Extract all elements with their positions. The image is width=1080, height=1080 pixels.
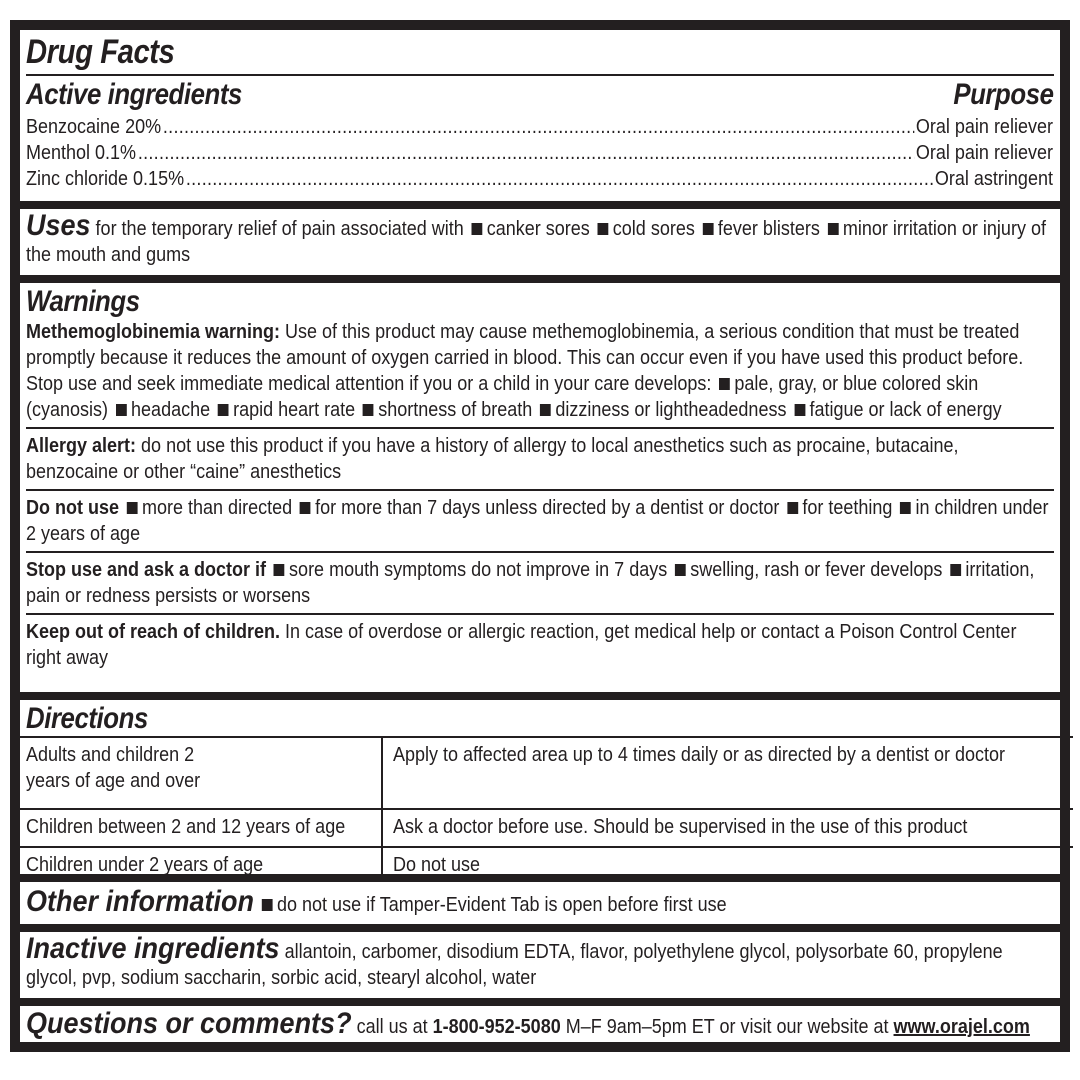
uses-heading: Uses	[26, 209, 91, 242]
drug-facts-title: Drug Facts	[26, 33, 175, 71]
website-link[interactable]: www.orajel.com	[893, 1016, 1030, 1038]
questions-section: Questions or comments? call us at 1-800-952-5080 M–F 9am–5pm ET or visit our website at www.orajel.com	[20, 1006, 1060, 1042]
phone-number[interactable]: 1-800-952-5080	[432, 1016, 561, 1038]
table-row: Children under 2 years of age Do not use	[20, 847, 1073, 884]
active-ingredients-section	[20, 30, 1060, 201]
table-row: Children between 2 and 12 years of age Ask a doctor before use. Should be supervised in the use of this product	[20, 809, 1073, 847]
do-not-use: Do not use more than directed for more than 7 days unless directed by a dentist or doctor for teething in children under 2 years of age	[26, 497, 1049, 545]
directions-heading: Directions	[26, 702, 148, 735]
table-row: Adults and children 2 years of age and over Apply to affected area up to 4 times daily or as directed by a dentist or doctor	[20, 737, 1073, 809]
warnings-section	[20, 283, 1060, 692]
purpose-heading: Purpose	[953, 78, 1054, 111]
other-information-heading: Other information	[26, 885, 255, 918]
drug-facts-panel	[10, 20, 1070, 1052]
stop-use: Stop use and ask a doctor if sore mouth symptoms do not improve in 7 days swelling, rash or fever develops irritation, pain or redness persists or worsens	[26, 559, 1035, 607]
methemoglobinemia-warning: Methemoglobinemia warning: Use of this product may cause methemoglobinemia, a serious condition that must be treated promptly because it reduces the amount of oxygen carried in blood. This can occur even if you have used this product before. Stop use and seek immediate medical attention if you or a child in your care develops: pale, gray, or blue colored skin (cyanosis) headache rapid heart rate shortness of breath dizziness or lightheadedness fatigue or lack of energy	[26, 321, 1024, 421]
warnings-heading: Warnings	[26, 285, 140, 318]
keep-out-of-reach: Keep out of reach of children. In case of overdose or allergic reaction, get medical help or contact a Poison Control Center right away	[26, 621, 1017, 669]
directions-section	[20, 700, 1060, 874]
active-ingredients-heading: Active ingredients	[26, 78, 242, 111]
ingredient-row: Menthol 0.1% ..... Oral pain reliever	[26, 140, 1053, 166]
inactive-ingredients-section: Inactive ingredients allantoin, carbomer, disodium EDTA, flavor, polyethylene glycol, polysorbate 60, propylene glycol, pvp, sodium saccharin, sorbic acid, stearyl alcohol, water	[20, 932, 1060, 998]
other-information-section: Other information do not use if Tamper-Evident Tab is open before first use	[20, 882, 1060, 924]
inactive-ingredients-heading: Inactive ingredients	[26, 932, 280, 965]
directions-table	[20, 736, 1073, 884]
questions-heading: Questions or comments?	[26, 1007, 352, 1040]
ingredient-row: Benzocaine 20% ..... Oral pain reliever	[26, 114, 1053, 140]
ingredient-row: Zinc chloride 0.15% ..... Oral astringent	[26, 166, 1053, 192]
uses-section: Uses for the temporary relief of pain associated with canker sores cold sores fever blisters minor irritation or injury of the mouth and gums	[20, 209, 1060, 275]
allergy-alert: Allergy alert: do not use this product if you have a history of allergy to local anesthetics such as procaine, butacaine, benzocaine or other “caine” anesthetics	[26, 435, 959, 483]
